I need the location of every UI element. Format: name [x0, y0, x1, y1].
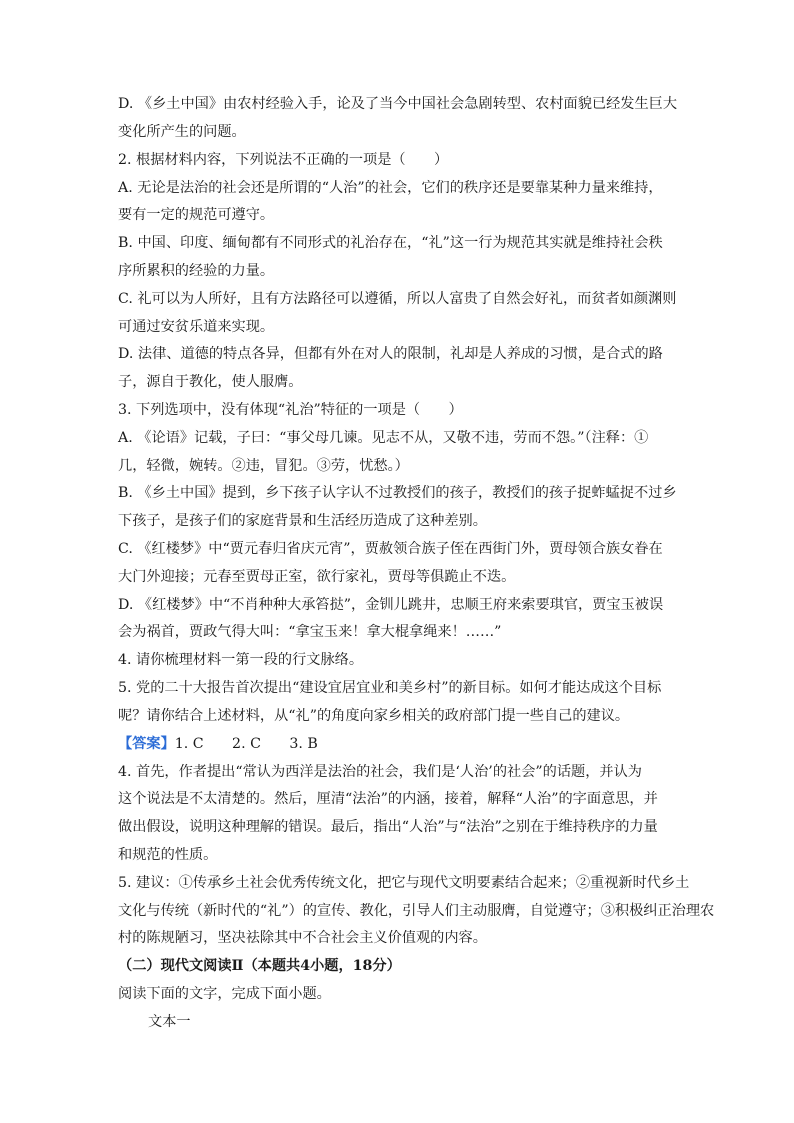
option-b: B. 《乡土中国》提到，乡下孩子认字认不过教授们的孩子，教授们的孩子捉蚱蜢捉不过乡 [118, 485, 677, 501]
text-line: 和规范的性质。 [118, 847, 218, 863]
text-line: 村的陈规陋习，坚决祛除其中不合社会主义价值观的内容。 [118, 930, 487, 946]
answer-label: 【答案】 [118, 736, 175, 752]
answer-text: 1. C 2. C 3. B [174, 736, 318, 752]
option-b: B. 中国、印度、缅甸都有不同形式的礼治存在，“礼”这一行为规范其实就是维持社会秩 [118, 235, 663, 251]
text-line: 会为祸首，贾政气得大叫：“拿宝玉来！拿大棍拿绳来！……” [118, 624, 502, 640]
text-line: D. 《乡土中国》由农村经验入手，论及了当今中国社会急剧转型、农村面貌已经发生巨大 [118, 96, 678, 112]
question-2: 2. 根据材料内容，下列说法不正确的一项是（ ） [118, 152, 449, 168]
option-c: C. 《红楼梦》中“贾元春归省庆元宵”，贾赦领合族子侄在西街门外，贾母领合族女眷在 [118, 541, 663, 557]
option-d: D. 法律、道德的特点各异，但都有外在对人的限制，礼却是人养成的习惯，是合式的路 [118, 346, 663, 362]
answer-line [118, 734, 318, 754]
answer-5: 5. 建议：①传承乡土社会优秀传统文化，把它与现代文明要素结合起来；②重视新时代乡土 [118, 875, 690, 891]
text-line: 要有一定的规范可遵守。 [118, 207, 275, 223]
question-4: 4. 请你梳理材料一第一段的行文脉络。 [118, 652, 364, 668]
text-line: 下孩子，是孩子们的家庭背景和生活经历造成了这种差别。 [118, 513, 487, 529]
text-line: 呢？请你结合上述材料，从“礼”的角度向家乡相关的政府部门提一些自己的建议。 [118, 708, 630, 724]
text-one-heading: 文本一 [148, 1014, 191, 1030]
option-d: D. 《红楼梦》中“不肖种种大承笞挞”，金钏儿跳井，忠顺王府来索要琪官，贾宝玉被误 [118, 597, 664, 613]
section-heading: （二）现代文阅读Ⅱ（本题共4小题，18分） [118, 958, 401, 974]
text-line: 子，源自于教化，使人服膺。 [118, 374, 303, 390]
text-line: 文化与传统（新时代的“礼”）的宣传、教化，引导人们主动服膺，自觉遵守；③积极纠正治理农 [118, 903, 715, 919]
option-a: A. 无论是法治的社会还是所谓的“人治”的社会，它们的秩序还是要靠某种力量来维持， [118, 180, 663, 196]
text-line: 序所累积的经验的力量。 [118, 263, 275, 279]
option-a: A. 《论语》记载，子曰：“事父母几谏。见志不从，又敬不违，劳而不怨。”（注释：① [118, 430, 649, 446]
text-line: 大门外迎接；元春至贾母正室，欲行家礼，贾母等俱跪止不迭。 [118, 569, 516, 585]
answer-4: 4. 首先，作者提出“常认为西洋是法治的社会，我们是‘人治’的社会”的话题，并认为 [118, 764, 642, 780]
text-line: 做出假设，说明这种理解的错误。最后，指出“人治”与“法治”之别在于维持秩序的力量 [118, 819, 658, 835]
instruction: 阅读下面的文字，完成下面小题。 [118, 986, 331, 1002]
text-line: 可通过安贫乐道来实现。 [118, 319, 275, 335]
text-line: 几，轻微，婉转。②违，冒犯。③劳，忧愁。） [118, 458, 409, 474]
text-line: 变化所产生的问题。 [118, 124, 246, 140]
question-3: 3. 下列选项中，没有体现“礼治”特征的一项是（ ） [118, 402, 463, 418]
text-line: 这个说法是不太清楚的。然后，厘清“法治”的内涵，接着，解释“人治”的字面意思，并 [118, 791, 658, 807]
option-c: C. 礼可以为人所好，且有方法路径可以遵循，所以人富贵了自然会好礼，而贫者如颜渊则 [118, 291, 677, 307]
question-5: 5. 党的二十大报告首次提出“建设宜居宜业和美乡村”的新目标。如何才能达成这个目标 [118, 680, 662, 696]
